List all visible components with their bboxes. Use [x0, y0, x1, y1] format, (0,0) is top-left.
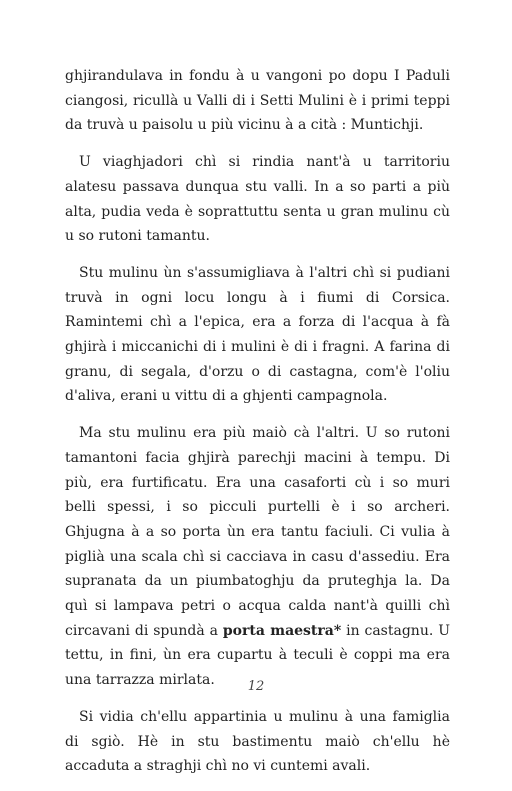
paragraph-4-text-after: in castagnu. U tettu, in fini, ùn era cupartu à teculi è coppi ma era una tarrazza mirlata. — [65, 622, 450, 689]
paragraph-2: U viaghjadori chì si rindia nant'à u tarritoriu alatesu passava dunqua stu valli. In a so parti a più alta, pudia veda è soprattuttu senta u gran mulinu cù u so rutoni tamantu. — [65, 154, 450, 245]
page-number: 12 — [247, 679, 265, 694]
paragraph-1: ghjirandulava in fondu à u vangoni po dopu I Paduli ciangosi, ricullà u Valli di i Setti Mulini è i primi teppi da truvà u paisolu u più vicinu à a cità : Muntichji. — [65, 68, 450, 134]
paragraph-4-text-before: Ma stu mulinu era più maiò cà l'altri. U so rutoni tamantoni facia ghjirà parechji macini à tempu. Di più, era furtificatu. Era una casaforti cù i so muri belli spessi, i so picculi purtelli è i so archeri. Ghjugna à a so porta ùn era tantu faciuli. Ci vulia à piglià una scala chì si cacciava in casu d'assediu. Era supranata da un piumbatoghju da pruteghja la. Da quì si lampava petri o acqua calda nant'à quilli chì circavani di spundà a — [65, 425, 450, 639]
paragraph-4-emphasis: porta maestra* — [222, 622, 342, 639]
paragraph-5: Si vidia ch'ellu appartinia u mulinu à una famiglia di sgiò. Hè in stu bastimentu maiò ch'ellu hè accaduta a straghji chì no vi cuntemi avali. — [65, 708, 450, 775]
paragraph-3: Stu mulinu ùn s'assumigliava à l'altri chì si pudiani truvà in ogni locu longu à i fiumi di Corsica. Ramintemi chì a l'epica, era a forza di l'acqua à fà ghjirà i miccanichi di i mulini è di i fragni. A farina di granu, di segala, d'orzu o di castagna, com'è l'oliu d'aliva, erani u vittu di a ghjenti campagnola. — [65, 264, 450, 405]
paragraph-4 — [65, 421, 450, 693]
